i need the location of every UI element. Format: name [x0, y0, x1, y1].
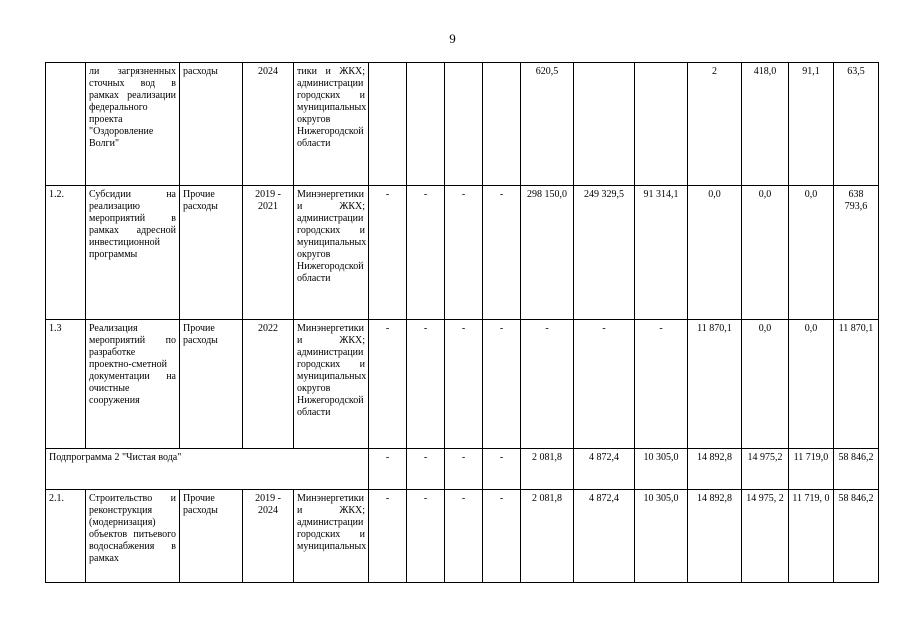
page-number: 9 — [449, 31, 456, 46]
value-cell: 4 872,4 — [574, 449, 635, 490]
value-cell: 14 892,8 — [688, 490, 742, 583]
value-cell: 10 305,0 — [635, 490, 688, 583]
row-executor: Минэнергетики и ЖКХ; администрации городских и муниципальных — [294, 490, 369, 583]
value-cell: - — [407, 186, 445, 320]
value-cell: - — [445, 490, 483, 583]
value-cell: - — [369, 186, 407, 320]
value-cell: - — [521, 320, 574, 449]
value-cell: 0,0 — [789, 320, 834, 449]
subprogram-label: Подпрограмма 2 "Чистая вода" — [46, 449, 369, 490]
row-executor: Минэнергетики и ЖКХ; администрации городских и муниципальных округов Нижегородской области — [294, 320, 369, 449]
value-cell: - — [445, 186, 483, 320]
row-expense-type: Прочие расходы — [180, 320, 243, 449]
value-cell: 418,0 — [742, 63, 789, 186]
value-cell: - — [407, 490, 445, 583]
value-cell — [445, 63, 483, 186]
row-expense-type: Прочие расходы — [180, 490, 243, 583]
value-cell: - — [407, 320, 445, 449]
value-cell: - — [483, 186, 521, 320]
value-cell: - — [483, 490, 521, 583]
row-executor: тики и ЖКХ; администрации городских и муниципальных округов Нижегородской области — [294, 63, 369, 186]
table-row — [46, 63, 879, 186]
row-period: 2019 - 2021 — [243, 186, 294, 320]
value-cell: 2 — [688, 63, 742, 186]
value-cell: - — [407, 449, 445, 490]
value-cell: 11 870,1 — [688, 320, 742, 449]
value-cell: - — [369, 320, 407, 449]
value-cell: - — [445, 449, 483, 490]
value-cell: - — [445, 320, 483, 449]
value-cell: 0,0 — [789, 186, 834, 320]
value-cell: 2 081,8 — [521, 490, 574, 583]
value-cell: - — [483, 320, 521, 449]
row-name: ли загрязненных сточных вод в рамках реализации федерального проекта "Оздоровление Волги" — [86, 63, 180, 186]
value-cell: 249 329,5 — [574, 186, 635, 320]
row-period: 2022 — [243, 320, 294, 449]
value-cell: 0,0 — [742, 186, 789, 320]
value-cell: 4 872,4 — [574, 490, 635, 583]
program-table — [45, 62, 879, 583]
value-cell: 620,5 — [521, 63, 574, 186]
value-cell — [574, 63, 635, 186]
value-cell: - — [574, 320, 635, 449]
row-number: 2.1. — [46, 490, 86, 583]
row-expense-type: Прочие расходы — [180, 186, 243, 320]
row-name: Субсидии на реализацию мероприятий в рамках адресной инвестиционной программы — [86, 186, 180, 320]
value-cell — [369, 63, 407, 186]
value-cell: 91,1 — [789, 63, 834, 186]
value-cell: 0,0 — [688, 186, 742, 320]
row-number: 1.2. — [46, 186, 86, 320]
value-cell: - — [635, 320, 688, 449]
value-cell: 91 314,1 — [635, 186, 688, 320]
row-executor: Минэнергетики и ЖКХ; администрации городских и муниципальных округов Нижегородской области — [294, 186, 369, 320]
value-cell: 2 081,8 — [521, 449, 574, 490]
value-cell: 14 975, 2 — [742, 490, 789, 583]
row-expense-type: расходы — [180, 63, 243, 186]
table-row — [46, 490, 879, 583]
value-cell — [635, 63, 688, 186]
value-cell: 14 892,8 — [688, 449, 742, 490]
row-name: Строительство и реконструкция (модернизация) объектов питьевого водоснабжения в рамках — [86, 490, 180, 583]
value-cell — [483, 63, 521, 186]
value-cell: - — [483, 449, 521, 490]
row-period: 2019 - 2024 — [243, 490, 294, 583]
row-number — [46, 63, 86, 186]
value-cell: 11 719,0 — [789, 449, 834, 490]
value-cell: 10 305,0 — [635, 449, 688, 490]
subprogram-row — [46, 449, 879, 490]
value-cell: 0,0 — [742, 320, 789, 449]
value-cell: - — [369, 490, 407, 583]
value-cell: 638 793,6 — [834, 186, 879, 320]
value-cell: 58 846,2 — [834, 490, 879, 583]
value-cell: 63,5 — [834, 63, 879, 186]
table-row — [46, 186, 879, 320]
value-cell: 298 150,0 — [521, 186, 574, 320]
value-cell: - — [369, 449, 407, 490]
row-number: 1.3 — [46, 320, 86, 449]
value-cell: 11 719, 0 — [789, 490, 834, 583]
value-cell: 14 975,2 — [742, 449, 789, 490]
row-period: 2024 — [243, 63, 294, 186]
row-name: Реализация мероприятий по разработке проектно-сметной документации на очистные сооружения — [86, 320, 180, 449]
value-cell: 58 846,2 — [834, 449, 879, 490]
table-row — [46, 320, 879, 449]
value-cell — [407, 63, 445, 186]
value-cell: 11 870,1 — [834, 320, 879, 449]
